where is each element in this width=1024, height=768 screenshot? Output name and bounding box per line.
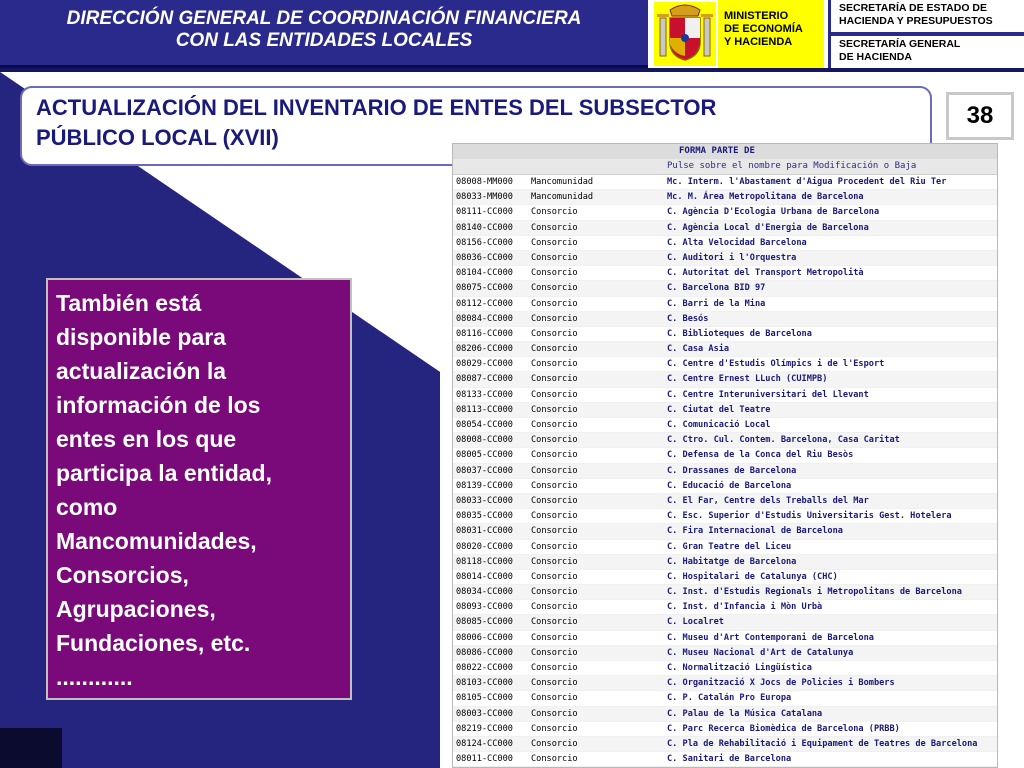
table-row — [453, 297, 997, 312]
table-row — [453, 540, 997, 555]
table-row — [453, 403, 997, 418]
table-row — [453, 494, 997, 509]
table-row — [453, 479, 997, 494]
ministry-line1: MINISTERIO — [724, 10, 789, 22]
table-subheader: Pulse sobre el nombre para Modificación o Baja — [453, 159, 997, 175]
entity-code: 08124-CC000 — [456, 738, 513, 749]
table-row — [453, 372, 997, 387]
info-line: Fundaciones, etc. — [56, 630, 251, 656]
entity-name-link[interactable]: C. Localret — [667, 617, 724, 628]
table-row — [453, 190, 997, 205]
entity-name-link[interactable]: C. Alta Velocidad Barcelona — [667, 237, 807, 248]
info-line: como — [56, 494, 118, 520]
table-row — [453, 433, 997, 448]
entity-name-link[interactable]: C. Hospitalari de Catalunya (CHC) — [667, 571, 838, 582]
entity-code: 08075-CC000 — [456, 283, 513, 294]
entity-name-link[interactable]: C. Agència Local d'Energia de Barcelona — [667, 222, 869, 233]
entity-name-link[interactable]: C. Casa Asia — [667, 344, 730, 355]
entity-type: Consorcio — [531, 435, 578, 446]
entity-type: Consorcio — [531, 526, 578, 537]
entity-code: 08036-CC000 — [456, 252, 513, 263]
entity-name-link[interactable]: C. Barcelona BID 97 — [667, 283, 766, 294]
entity-code: 08031-CC000 — [456, 526, 513, 537]
entity-code: 08014-CC000 — [456, 571, 513, 582]
entity-name-link[interactable]: C. Habitatge de Barcelona — [667, 556, 797, 567]
table-header: FORMA PARTE DE — [453, 144, 997, 159]
entity-code: 08035-CC000 — [456, 511, 513, 522]
info-line: Agrupaciones, — [56, 596, 216, 622]
ministry-label — [718, 0, 824, 68]
entity-code: 08113-CC000 — [456, 404, 513, 415]
entity-name-link[interactable]: C. Besós — [667, 313, 709, 324]
entity-type: Consorcio — [531, 298, 578, 309]
entity-code: 08112-CC000 — [456, 298, 513, 309]
table-row — [453, 205, 997, 220]
slide-title-line1: ACTUALIZACIÓN DEL INVENTARIO DE ENTES DEL SUBSECTOR — [36, 95, 717, 120]
table-row — [453, 281, 997, 296]
entity-code: 08008-CC000 — [456, 435, 513, 446]
entity-type: Consorcio — [531, 252, 578, 263]
entity-type: Consorcio — [531, 480, 578, 491]
entity-type: Consorcio — [531, 420, 578, 430]
entity-code: 08105-CC000 — [456, 693, 513, 704]
table-row — [453, 221, 997, 236]
info-line: actualización la — [56, 358, 227, 384]
table-row — [453, 388, 997, 403]
entity-code: 08219-CC000 — [456, 723, 513, 734]
entity-code: 08033-MM000 — [456, 192, 513, 203]
entity-type: Consorcio — [531, 237, 578, 248]
entity-code: 08140-CC000 — [456, 222, 513, 233]
sec1-line2: HACIENDA Y PRESUPUESTOS — [839, 15, 993, 27]
entity-type: Consorcio — [531, 359, 578, 370]
slide-number: 38 — [946, 92, 1014, 140]
entity-type: Consorcio — [531, 283, 578, 294]
header-title-line2: CON LAS ENTIDADES LOCALES — [175, 30, 473, 51]
entity-type: Consorcio — [531, 556, 578, 567]
entities-table — [452, 143, 998, 768]
sec1-line1: SECRETARÍA DE ESTADO DE — [839, 2, 987, 14]
entity-name-link[interactable]: C. P. Catalán Pro Europa — [667, 693, 792, 704]
entity-code: 08139-CC000 — [456, 480, 513, 491]
table-row — [453, 691, 997, 706]
entity-name-link[interactable]: C. Normalització Lingüística — [667, 663, 812, 673]
table-row — [453, 448, 997, 463]
entity-type: Consorcio — [531, 708, 578, 719]
table-row — [453, 752, 997, 767]
entity-code: 08006-CC000 — [456, 632, 513, 643]
table-row — [453, 600, 997, 615]
sec2-line1: SECRETARÍA GENERAL — [839, 38, 961, 50]
entity-name-link[interactable]: C. Esc. Superior d'Estudis Universitaris Gest. Hotelera — [667, 511, 952, 522]
entity-name-link[interactable]: C. Pla de Rehabilitació i Equipament de Teatres de Barcelona — [667, 738, 978, 749]
entity-code: 08005-CC000 — [456, 450, 513, 461]
ministry-line3: Y HACIENDA — [724, 36, 793, 48]
entity-type: Consorcio — [531, 647, 578, 658]
header-bar — [0, 0, 1024, 68]
secretariat-state-label — [828, 0, 1024, 32]
entity-name-link[interactable]: C. Autoritat del Transport Metropolità — [667, 268, 864, 279]
entity-type: Mancomunidad — [531, 192, 594, 203]
entity-code: 08003-CC000 — [456, 708, 513, 719]
table-row — [453, 312, 997, 327]
entity-code: 08133-CC000 — [456, 389, 513, 400]
ministry-line2: DE ECONOMÍA — [724, 23, 803, 35]
entity-name-link[interactable]: C. Museu d'Art Contemporani de Barcelona — [667, 632, 874, 643]
coat-of-arms-icon — [654, 2, 716, 66]
entity-name-link[interactable]: C. Centre Ernest LLuch (CUIMPB) — [667, 374, 828, 385]
entity-type: Consorcio — [531, 738, 578, 749]
table-row — [453, 327, 997, 342]
entity-type: Consorcio — [531, 617, 578, 628]
entity-type: Consorcio — [531, 389, 578, 400]
entity-code: 08116-CC000 — [456, 328, 513, 339]
entity-type: Consorcio — [531, 344, 578, 355]
entity-code: 08084-CC000 — [456, 313, 513, 324]
entity-code: 08103-CC000 — [456, 678, 513, 689]
entity-type: Consorcio — [531, 663, 578, 673]
header-title-line1: DIRECCIÓN GENERAL DE COORDINACIÓN FINANCIERA — [66, 8, 582, 29]
table-row — [453, 555, 997, 570]
entity-name-link[interactable]: C. Biblioteques de Barcelona — [667, 328, 812, 339]
entity-name-link[interactable]: C. Centre d'Estudis Olímpics i de l'Esport — [667, 359, 885, 370]
info-line: información de los — [56, 392, 261, 418]
entity-name-link[interactable]: Mc. M. Área Metropolitana de Barcelona — [667, 192, 864, 203]
header-title — [0, 8, 648, 52]
entity-name-link[interactable]: C. Fira Internacional de Barcelona — [667, 526, 843, 537]
info-line: entes en los que — [56, 426, 237, 452]
entity-name-link[interactable]: C. Museu Nacional d'Art de Catalunya — [667, 647, 854, 658]
entity-name-link[interactable]: Mc. Interm. l'Abastament d'Aigua Procedent del Riu Ter — [667, 177, 947, 187]
entity-code: 08156-CC000 — [456, 237, 513, 248]
entity-type: Consorcio — [531, 632, 578, 643]
table-row — [453, 646, 997, 661]
entity-name-link[interactable]: C. Ctro. Cul. Contem. Barcelona, Casa Caritat — [667, 435, 900, 446]
entity-name-link[interactable]: C. Agència D'Ecologia Urbana de Barcelona — [667, 207, 880, 218]
entity-code: 08029-CC000 — [456, 359, 513, 370]
entity-type: Consorcio — [531, 222, 578, 233]
entity-type: Consorcio — [531, 754, 578, 765]
entity-type: Consorcio — [531, 268, 578, 279]
entity-name-link[interactable]: C. Auditori i l'Orquestra — [667, 252, 797, 263]
entity-code: 08033-CC000 — [456, 495, 513, 506]
entity-name-link[interactable]: C. Inst. d'Infancia i Mòn Urbà — [667, 602, 823, 613]
table-row — [453, 251, 997, 266]
entity-type: Consorcio — [531, 571, 578, 582]
entity-code: 08086-CC000 — [456, 647, 513, 658]
entity-name-link[interactable]: C. Centre Interuniversitari del Llevant — [667, 389, 869, 400]
slide-title-line2: PÚBLICO LOCAL (XVII) — [36, 125, 279, 150]
entity-code: 08008-MM000 — [456, 177, 513, 187]
table-row — [453, 737, 997, 752]
table-row — [453, 722, 997, 737]
info-line: También está — [56, 290, 202, 316]
entity-code: 08085-CC000 — [456, 617, 513, 628]
bottom-corner-block — [0, 728, 62, 768]
entity-name-link[interactable]: C. Palau de la Música Catalana — [667, 708, 823, 719]
entity-name-link[interactable]: C. Educació de Barcelona — [667, 480, 792, 491]
entity-code: 08111-CC000 — [456, 207, 513, 218]
table-row — [453, 585, 997, 600]
entity-type: Consorcio — [531, 374, 578, 385]
table-row — [453, 661, 997, 676]
entity-code: 08037-CC000 — [456, 465, 513, 476]
info-line: Mancomunidades, — [56, 528, 257, 554]
entity-type: Consorcio — [531, 602, 578, 613]
entity-type: Consorcio — [531, 511, 578, 522]
entity-code: 08093-CC000 — [456, 602, 513, 613]
info-line: participa la entidad, — [56, 460, 272, 486]
sec2-line2: DE HACIENDA — [839, 51, 912, 63]
entity-type: Consorcio — [531, 587, 578, 598]
table-row — [453, 464, 997, 479]
table-row — [453, 418, 997, 433]
entity-name-link[interactable]: C. Drassanes de Barcelona — [667, 465, 797, 476]
entity-name-link[interactable]: C. Inst. d'Estudis Regionals i Metropolitans de Barcelona — [667, 587, 962, 598]
entity-code: 08054-CC000 — [456, 420, 513, 430]
entity-name-link[interactable]: C. Defensa de la Conca del Riu Besòs — [667, 450, 854, 461]
entity-type: Consorcio — [531, 207, 578, 218]
table-row — [453, 570, 997, 585]
entity-code: 08087-CC000 — [456, 374, 513, 385]
entity-name-link[interactable]: C. Ciutat del Teatre — [667, 404, 771, 415]
entity-name-link[interactable]: C. Sanitari de Barcelona — [667, 754, 792, 765]
entity-type: Consorcio — [531, 465, 578, 476]
entity-type: Consorcio — [531, 495, 578, 506]
entity-code: 08022-CC000 — [456, 663, 513, 673]
entity-code: 08104-CC000 — [456, 268, 513, 279]
table-row — [453, 236, 997, 251]
table-row — [453, 615, 997, 630]
entity-name-link[interactable]: C. Gran Teatre del Liceu — [667, 541, 792, 552]
entity-name-link[interactable]: C. Parc Recerca Biomèdica de Barcelona (PRBB) — [667, 723, 900, 734]
entity-type: Consorcio — [531, 404, 578, 415]
table-row — [453, 707, 997, 722]
entity-code: 08011-CC000 — [456, 754, 513, 765]
entity-code: 08034-CC000 — [456, 587, 513, 598]
entity-type: Mancomunidad — [531, 177, 594, 187]
entity-name-link[interactable]: C. Barri de la Mina — [667, 298, 766, 309]
table-row — [453, 676, 997, 691]
table-row — [453, 357, 997, 372]
table-row — [453, 524, 997, 539]
entity-name-link[interactable]: C. Organització X Jocs de Policies i Bombers — [667, 678, 895, 689]
entity-type: Consorcio — [531, 328, 578, 339]
entity-type: Consorcio — [531, 541, 578, 552]
info-line: Consorcios, — [56, 562, 189, 588]
entity-code: 08118-CC000 — [456, 556, 513, 567]
table-row — [453, 509, 997, 524]
info-line: disponible para — [56, 324, 226, 350]
entity-type: Consorcio — [531, 693, 578, 704]
entity-code: 08206-CC000 — [456, 344, 513, 355]
entity-code: 08020-CC000 — [456, 541, 513, 552]
info-line: ............ — [56, 664, 133, 690]
entity-name-link[interactable]: C. Comunicació Local — [667, 420, 771, 430]
info-text — [56, 286, 346, 694]
table-row — [453, 631, 997, 646]
entity-type: Consorcio — [531, 450, 578, 461]
entity-type: Consorcio — [531, 723, 578, 734]
table-row — [453, 175, 997, 190]
entity-type: Consorcio — [531, 313, 578, 324]
table-row — [453, 342, 997, 357]
secretariat-general-label — [828, 36, 1024, 68]
table-row — [453, 266, 997, 281]
entity-name-link[interactable]: C. El Far, Centre dels Treballs del Mar — [667, 495, 869, 506]
entity-type: Consorcio — [531, 678, 578, 689]
table-body — [453, 175, 997, 767]
